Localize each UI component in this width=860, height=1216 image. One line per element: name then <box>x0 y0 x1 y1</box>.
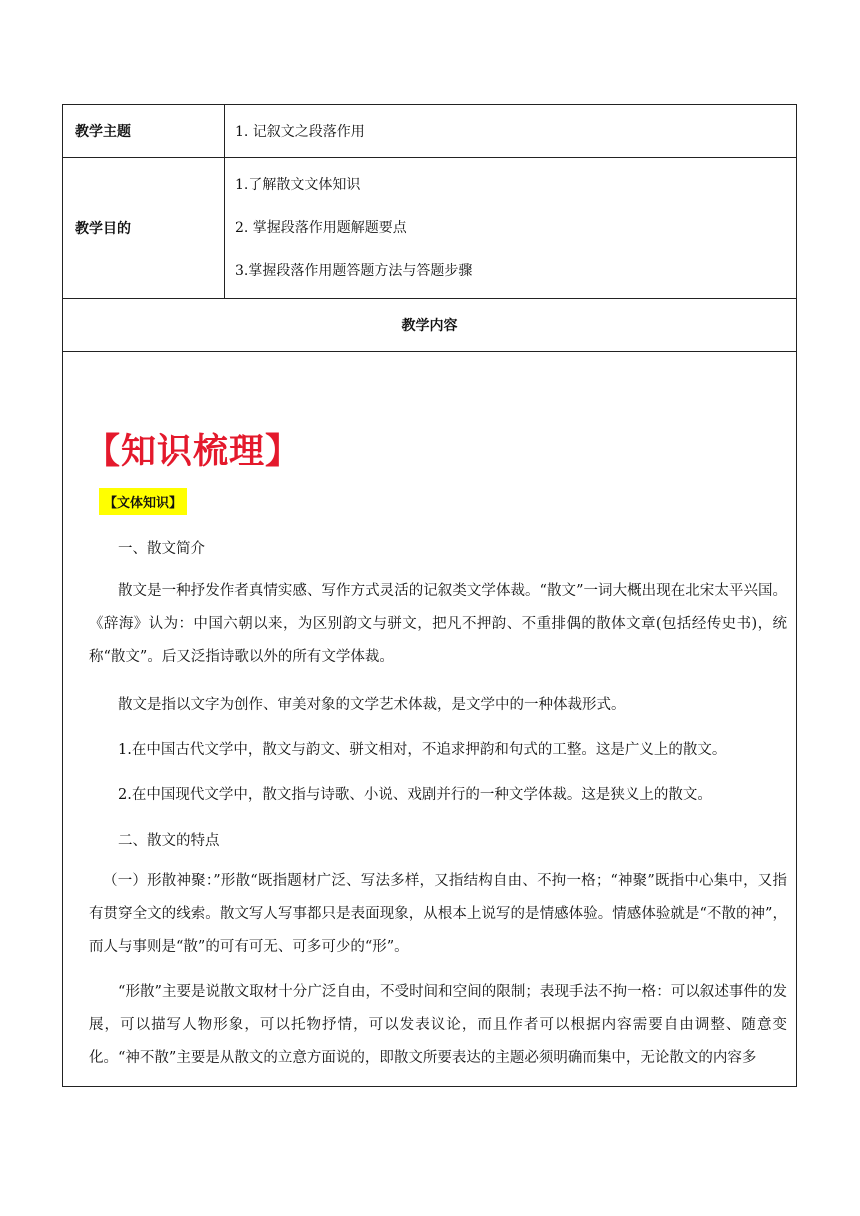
goal-list <box>225 158 797 299</box>
lesson-plan-table <box>62 104 797 1087</box>
content-body <box>63 352 797 1087</box>
section-heading-2: 二、散文的特点 <box>118 833 220 849</box>
paragraph-5: （一）形散神聚：”形散“既指题材广泛、写法多样，又指结构自由、不拘一格；“神聚”既指中心集中，又指有贯穿全文的线索。散文写人写事都只是表面现象，从根本上说写的是情感体验。情感体验就是“不散的神”，而人与事则是“散”的可有可无、可多可少的“形”。 <box>89 873 787 955</box>
goal-row <box>63 158 797 299</box>
topic-value: 1. 记叙文之段落作用 <box>225 105 797 158</box>
paragraph-4: 2.在中国现代文学中，散文指与诗歌、小说、戏剧并行的一种文学体裁。这是狭义上的散文。 <box>118 787 712 803</box>
section-heading-1: 一、散文简介 <box>118 541 205 557</box>
paragraph-6: “形散”主要是说散文取材十分广泛自由，不受时间和空间的限制；表现手法不拘一格：可以叙述事件的发展，可以描写人物形象，可以托物抒情，可以发表议论，而且作者可以根据内容需要自由调整、随意变化。“神不散”主要是从散文的立意方面说的，即散文所要表达的主题必须明确而集中，无论散文的内容多 <box>89 984 787 1066</box>
goal-item: 3.掌握段落作用题答题方法与答题步骤 <box>235 263 473 279</box>
content-header: 教学内容 <box>63 299 797 352</box>
content-body-wrap <box>63 352 796 1086</box>
goal-item: 1.了解散文文体知识 <box>235 177 361 193</box>
goal-label: 教学目的 <box>63 158 225 299</box>
paragraph-1: 散文是一种抒发作者真情实感、写作方式灵活的记叙类文学体裁。“散文”一词大概出现在北宋太平兴国。《辞海》认为：中国六朝以来，为区别韵文与骈文，把凡不押韵、不重排偶的散体文章(包括经传史书)，统称“散文”。后又泛指诗歌以外的所有文学体裁。 <box>89 583 787 665</box>
goal-item: 2. 掌握段落作用题解题要点 <box>235 220 407 236</box>
paragraph-2: 散文是指以文字为创作、审美对象的文学艺术体裁，是文学中的一种体裁形式。 <box>118 697 626 713</box>
knowledge-title: 【知识梳理】 <box>85 432 302 472</box>
content-body-row <box>63 352 797 1087</box>
content-header-row <box>63 299 797 352</box>
paragraph-3: 1.在中国古代文学中，散文与韵文、骈文相对，不追求押韵和句式的工整。这是广义上的散文。 <box>118 742 727 758</box>
topic-label: 教学主题 <box>63 105 225 158</box>
topic-row <box>63 105 797 158</box>
genre-knowledge-tag: 【文体知识】 <box>99 488 187 515</box>
